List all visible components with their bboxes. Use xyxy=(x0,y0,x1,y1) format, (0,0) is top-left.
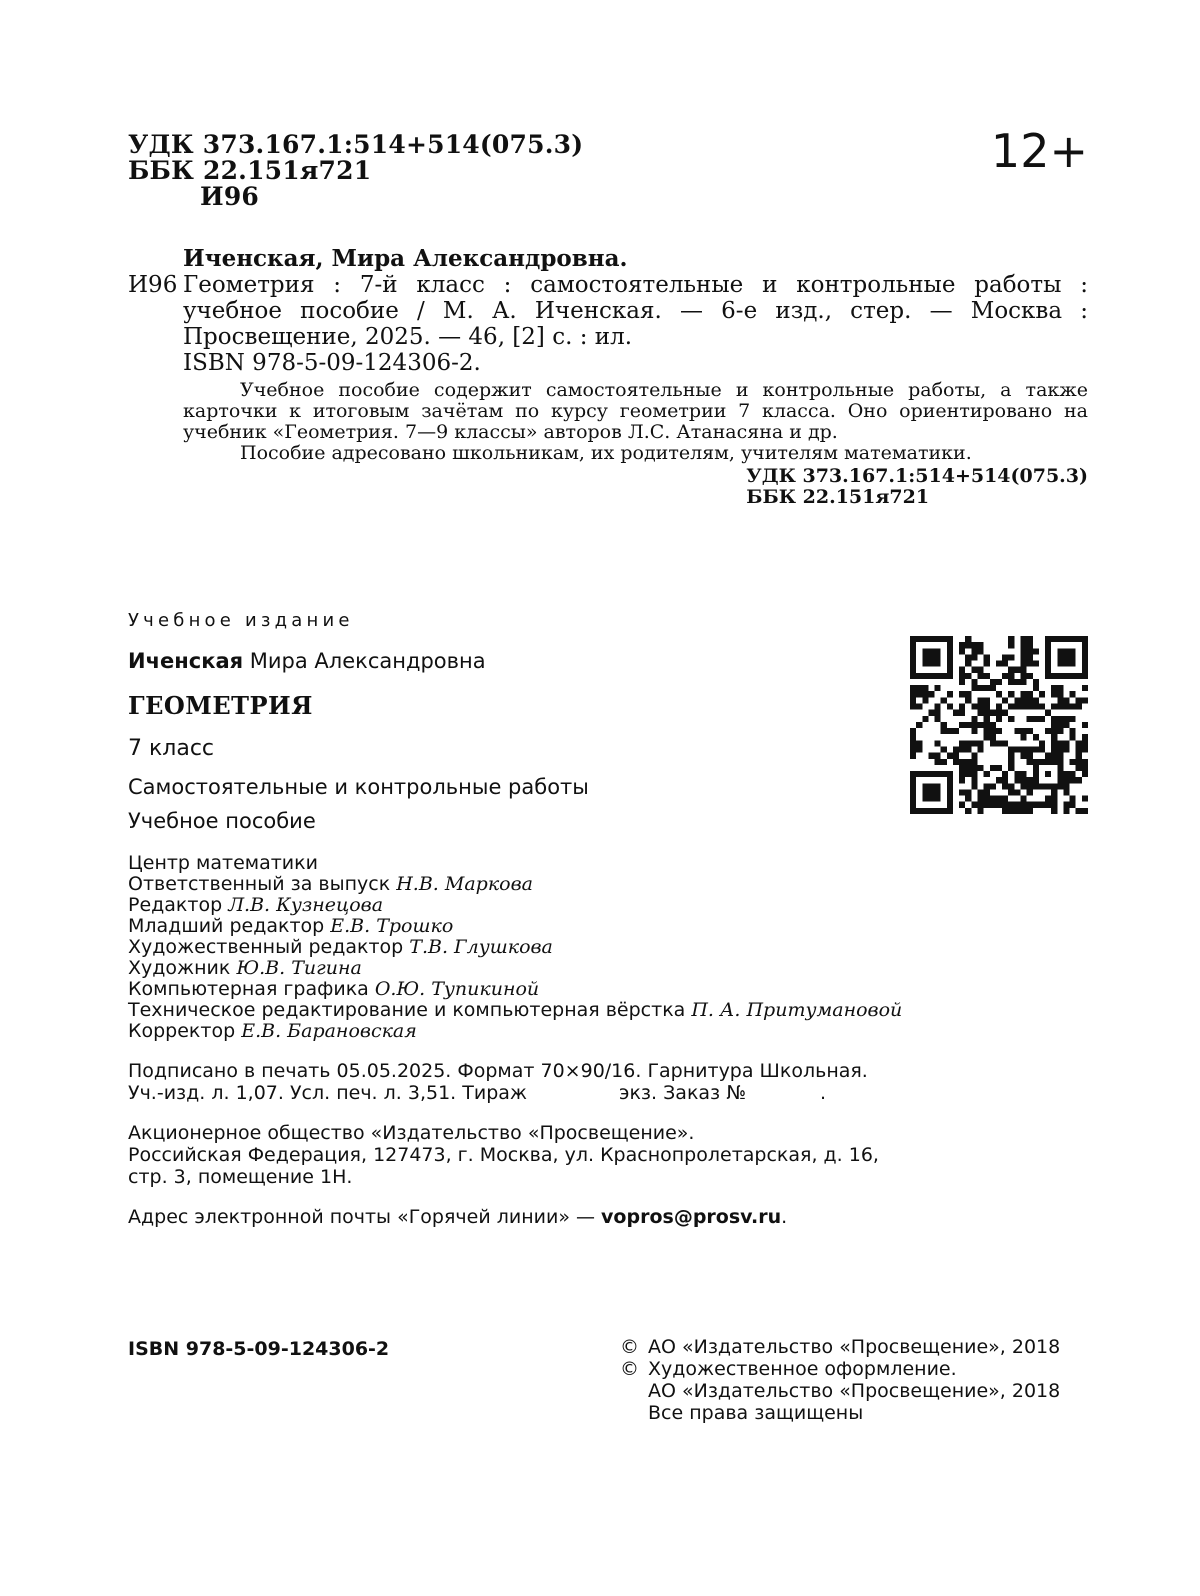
publisher-address: Акционерное общество «Издательство «Просвещение». Российская Федерация, 127473, г. Москва, ул. Краснопролетарская, д. 16, стр. 3, помещение 1Н. xyxy=(128,1122,879,1188)
credit-person: Ю.В. Тигина xyxy=(236,957,362,979)
credit-line: Компьютерная графика О.Ю. Тупикиной xyxy=(128,978,540,1000)
credit-line: Редактор Л.В. Кузнецова xyxy=(128,894,384,916)
author-surname: Иченская xyxy=(128,649,244,673)
credit-person: П. А. Притумановой xyxy=(691,999,903,1021)
udk-code: УДК 373.167.1:514+514(075.3) xyxy=(128,130,584,159)
imprint xyxy=(128,610,968,1228)
print-info-line: Уч.-изд. л. 1,07. Усл. печ. л. 3,51. Тираж экз. Заказ № . xyxy=(128,1082,827,1104)
credit-person: О.Ю. Тупикиной xyxy=(374,978,540,1000)
grade: 7 класс xyxy=(128,736,215,761)
biblio-row xyxy=(128,298,1088,324)
credits xyxy=(128,853,968,1042)
credit-person: Л.В. Кузнецова xyxy=(228,894,384,916)
annotation xyxy=(128,380,1088,464)
credit-line: Художественный редактор Т.В. Глушкова xyxy=(128,936,553,958)
index-codes xyxy=(128,466,1088,508)
credit-person: Т.В. Глушкова xyxy=(409,936,553,958)
hotline-email-link[interactable]: vopros@prosv.ru xyxy=(601,1206,782,1228)
qr-code xyxy=(910,636,1088,814)
copyright-symbol: © xyxy=(620,1336,639,1358)
book-title: ГЕОМЕТРИЯ xyxy=(128,691,313,720)
footer-isbn: ISBN 978-5-09-124306-2 xyxy=(128,1338,390,1360)
book-type: Учебное пособие xyxy=(128,809,316,833)
biblio-desc-line: Просвещение, 2025. — 46, [2] с. : ил. xyxy=(183,324,633,350)
credit-line: Корректор Е.В. Барановская xyxy=(128,1020,417,1042)
age-rating: 12+ xyxy=(990,124,1088,178)
copyright-symbol: © xyxy=(620,1358,639,1380)
author-given-name: Мира Александровна xyxy=(243,649,486,673)
biblio-author: Иченская, Мира Александровна. xyxy=(183,245,628,272)
copyright: © АО «Издательство «Просвещение», 2018 © Художественное оформление. АО «Издательство «Просвещение», 2018 Все права защищены xyxy=(620,1336,1061,1424)
bbk-code: ББК 22.151я721 xyxy=(128,156,372,185)
bibliographic-record xyxy=(128,246,1088,508)
author-line xyxy=(128,649,968,673)
print-info-line: Подписано в печать 05.05.2025. Формат 70×90/16. Гарнитура Школьная. xyxy=(128,1060,868,1082)
department: Центр математики xyxy=(128,852,318,874)
credit-person: Н.В. Маркова xyxy=(396,873,534,895)
biblio-desc-line: учебное пособие / М. А. Иченская. — 6-е изд., стер. — Москва : xyxy=(183,298,1088,324)
credit-person: Е.В. Трошко xyxy=(330,915,454,937)
author-mark: И96 xyxy=(200,182,260,211)
classification-codes xyxy=(128,132,583,210)
biblio-row xyxy=(128,272,1088,298)
annotation-paragraph: Учебное пособие содержит самостоятельные и контрольные работы, а также карточки к итоговым зачётам по курсу геометрии 7 класса. Оно ориентировано на учебник «Геометрия. 7—9 классы» авторов Л.С. Атанасяна и др. xyxy=(183,379,1088,443)
credit-line: Художник Ю.В. Тигина xyxy=(128,957,362,979)
udk-code-bottom: УДК 373.167.1:514+514(075.3) xyxy=(746,465,1088,487)
hotline: Адрес электронной почты «Горячей линии» — vopros@prosv.ru. xyxy=(128,1206,788,1228)
credit-person: Е.В. Барановская xyxy=(241,1020,417,1042)
book-subtitle: Самостоятельные и контрольные работы xyxy=(128,775,589,799)
annotation-paragraph: Пособие адресовано школьникам, их родителям, учителям математики. xyxy=(240,442,972,464)
bbk-code-bottom: ББК 22.151я721 xyxy=(746,486,930,508)
biblio-code: И96 xyxy=(128,272,178,298)
credit-line: Техническое редактирование и компьютерная вёрстка П. А. Притумановой xyxy=(128,999,903,1021)
biblio-isbn: ISBN 978-5-09-124306-2. xyxy=(183,350,481,376)
print-info xyxy=(128,1060,968,1104)
credit-line: Ответственный за выпуск Н.В. Маркова xyxy=(128,873,534,895)
biblio-desc-line: Геометрия : 7-й класс : самостоятельные и контрольные работы : xyxy=(183,272,1088,298)
credit-line: Младший редактор Е.В. Трошко xyxy=(128,915,454,937)
edition-type: Учебное издание xyxy=(128,610,354,631)
